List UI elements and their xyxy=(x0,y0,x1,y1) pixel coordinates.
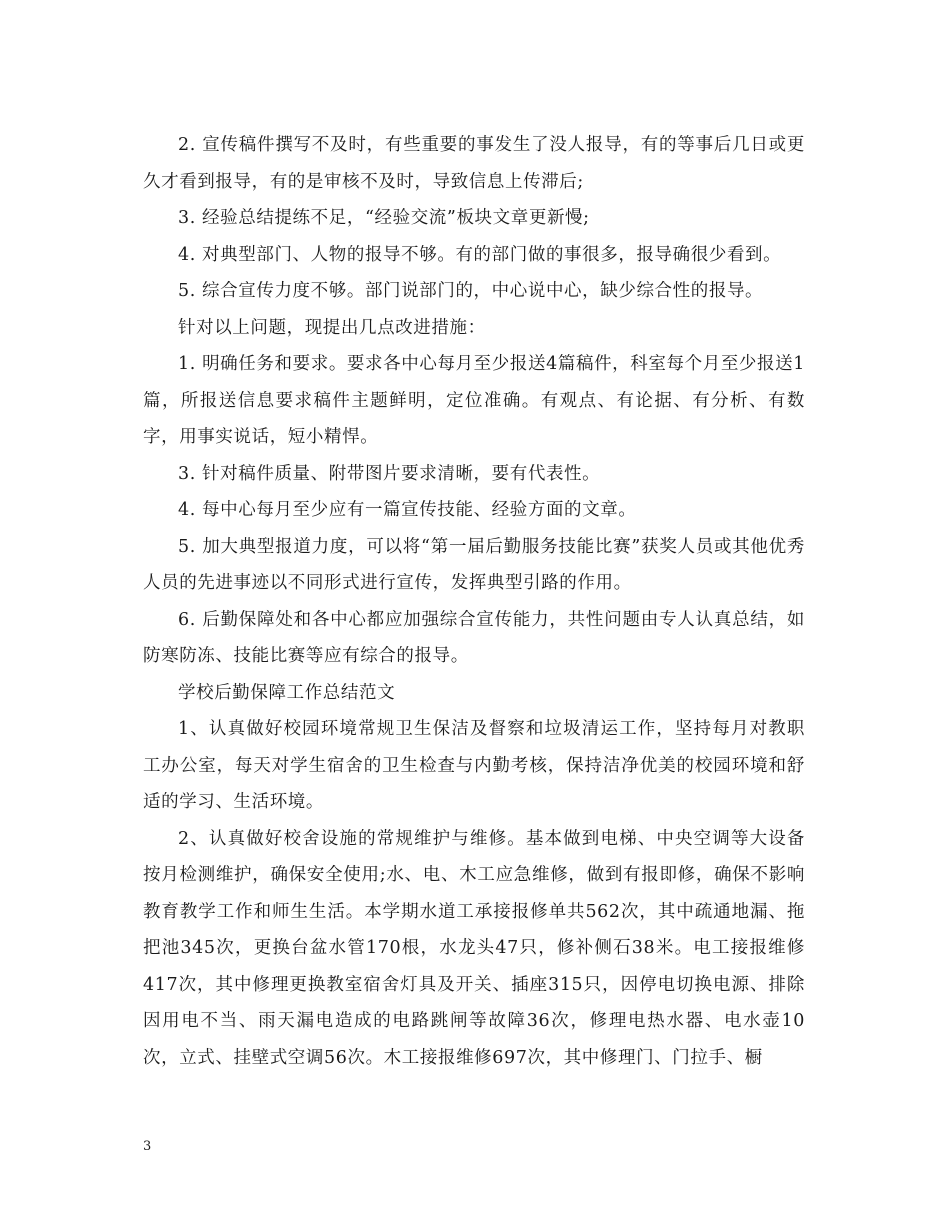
paragraph-issue-5: 5. 综合宣传力度不够。部门说部门的，中心说中心，缺少综合性的报导。 xyxy=(178,281,764,301)
paragraph-summary-1: 1、认真做好校园环境常规卫生保洁及督察和垃圾清运工作，坚持每月对教职工办公室，每天对学生宿舍的卫生检查与内勤考核，保持洁净优美的校园环境和舒适的学习、生活环境。 xyxy=(143,719,805,812)
paragraph-measure-1: 1. 明确任务和要求。要求各中心每月至少报送4篇稿件，科室每个月至少报送1篇，所报送信息要求稿件主题鲜明，定位准确。有观点、有论据、有分析、有数字，用事实说话，短小精悍。 xyxy=(143,354,805,447)
paragraph-measure-4: 4. 每中心每月至少应有一篇宣传技能、经验方面的文章。 xyxy=(178,500,637,520)
paragraph-issue-2: 2. 宣传稿件撰写不及时，有些重要的事发生了没人报导，有的等事后几日或更久才看到报导，有的是审核不及时，导致信息上传滞后; xyxy=(143,135,805,192)
paragraph-measure-5: 5. 加大典型报道力度，可以将“第一届后勤服务技能比赛”获奖人员或其他优秀人员的先进事迹以不同形式进行宣传，发挥典型引路的作用。 xyxy=(143,536,805,593)
paragraph-issue-4: 4. 对典型部门、人物的报导不够。有的部门做的事很多，报导确很少看到。 xyxy=(178,244,782,265)
paragraph-measures-intro: 针对以上问题，现提出几点改进措施： xyxy=(178,317,486,338)
paragraph-measure-6: 6. 后勤保障处和各中心都应加强综合宣传能力，共性问题由专人认真总结，如防寒防冻、技能比赛等应有综合的报导。 xyxy=(143,609,805,666)
document-body xyxy=(143,127,805,1076)
paragraph-issue-3: 3. 经验总结提练不足，“经验交流”板块文章更新慢; xyxy=(178,208,590,228)
section-heading: 学校后勤保障工作总结范文 xyxy=(178,682,396,703)
paragraph-summary-2: 2、认真做好校舍设施的常规维护与维修。基本做到电梯、中央空调等大设备按月检测维护，确保安全使用;水、电、木工应急维修，做到有报即修，确保不影响教育教学工作和师生生活。本学期水道工承接报修单共562次，其中疏通地漏、拖把池345次，更换台盆水管170根，水龙头47只，修补侧石38米。电工接报维修417次，其中修理更换教室宿舍灯具及开关、插座315只，因停电切换电源、排除因用电不当、雨天漏电造成的电路跳闸等故障36次，修理电热水器、电水壶10次，立式、挂壁式空调56次。木工接报维修697次，其中修理门、门拉手、橱 xyxy=(143,828,805,1068)
page-number: 3 xyxy=(143,1139,152,1154)
paragraph-measure-3: 3. 针对稿件质量、附带图片要求清晰，要有代表性。 xyxy=(178,463,601,484)
